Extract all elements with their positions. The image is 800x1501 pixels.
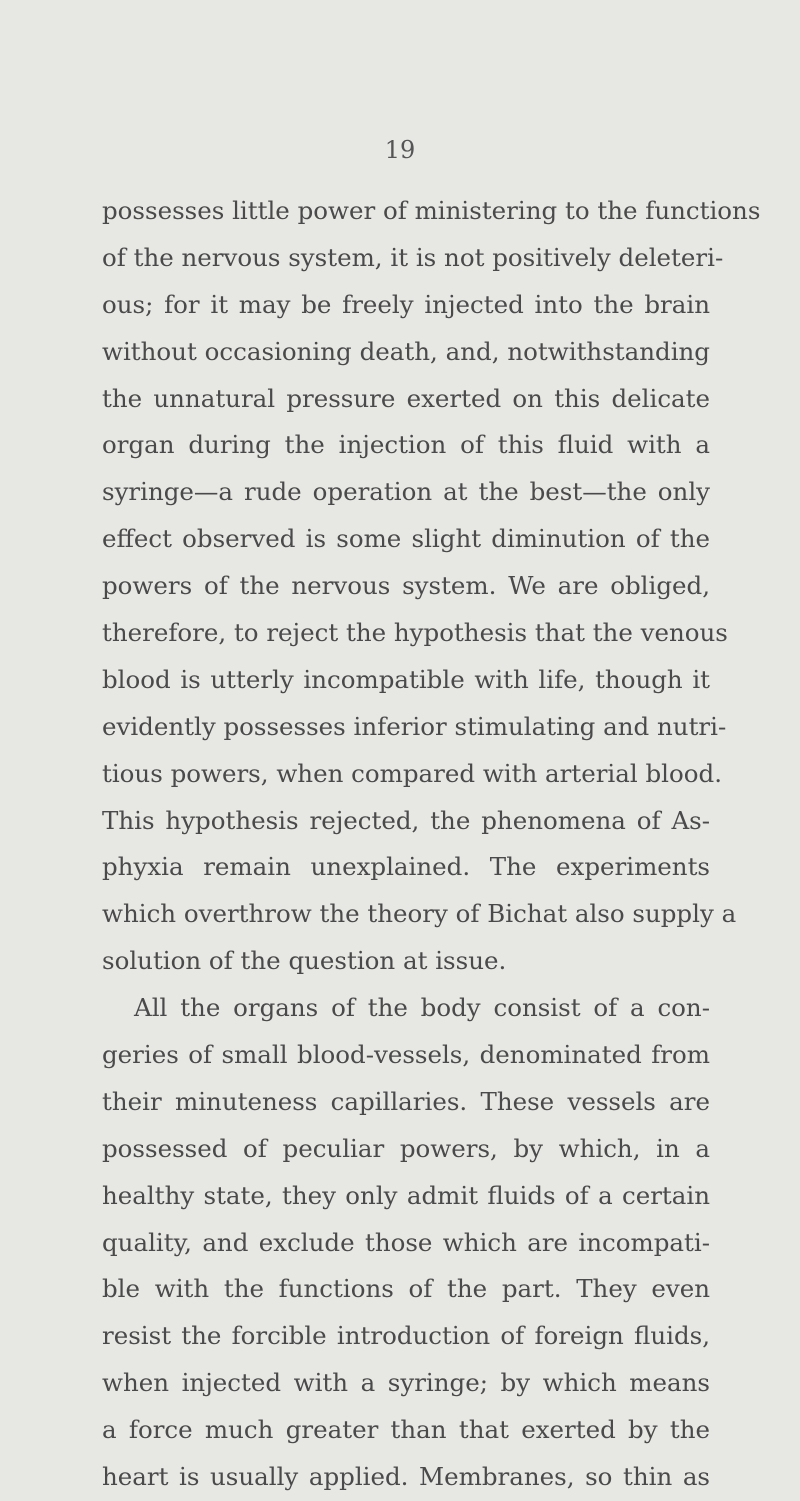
text-line: quality, and exclude those which are incompati- xyxy=(102,1227,710,1257)
text-line: blood is utterly incompatible with life, though it xyxy=(102,664,710,694)
text-line: resist the forcible introduction of foreign fluids, xyxy=(102,1321,710,1351)
text-line: of the nervous system, it is not positively deleteri- xyxy=(102,242,724,272)
text-line: without occasioning death, and, notwithstanding xyxy=(102,336,710,366)
text-line: healthy state, they only admit fluids of a certain xyxy=(102,1180,710,1210)
text-line: tious powers, when compared with arterial blood. xyxy=(102,758,722,788)
text-line: effect observed is some slight diminution of the xyxy=(102,524,710,554)
text-line: ous; for it may be freely injected into the brain xyxy=(102,289,710,319)
text-line: therefore, to reject the hypothesis that the venous xyxy=(102,618,728,648)
paragraph-end-line: solution of the question at issue. xyxy=(102,946,507,976)
text-line: organ during the injection of this fluid with a xyxy=(102,430,710,460)
text-line: This hypothesis rejected, the phenomena of As- xyxy=(102,805,710,835)
text-line: possessed of peculiar powers, by which, in a xyxy=(102,1133,710,1163)
page-number: 19 xyxy=(384,136,416,164)
text-line: phyxia remain unexplained. The experiments xyxy=(102,852,710,882)
text-line: ble with the functions of the part. They even xyxy=(102,1274,710,1304)
text-line: when injected with a syringe; by which means xyxy=(102,1368,710,1398)
body-text xyxy=(102,188,761,1501)
text-line: their minuteness capillaries. These vessels are xyxy=(102,1086,710,1116)
text-line: evidently possesses inferior stimulating and nutri- xyxy=(102,711,727,741)
text-line: possesses little power of ministering to the functions xyxy=(102,196,761,225)
text-line: heart is usually applied. Membranes, so thin as xyxy=(102,1462,710,1492)
paragraph-start-line: All the organs of the body consist of a con- xyxy=(134,993,710,1023)
text-line: powers of the nervous system. We are obliged, xyxy=(102,571,710,601)
text-line: syringe—a rude operation at the best—the only xyxy=(102,477,710,507)
text-line: geries of small blood-vessels, denominated from xyxy=(102,1040,710,1070)
text-line: the unnatural pressure exerted on this delicate xyxy=(102,383,710,413)
text-line: which overthrow the theory of Bichat also supply a xyxy=(102,899,737,929)
text-line: a force much greater than that exerted by the xyxy=(102,1415,710,1445)
